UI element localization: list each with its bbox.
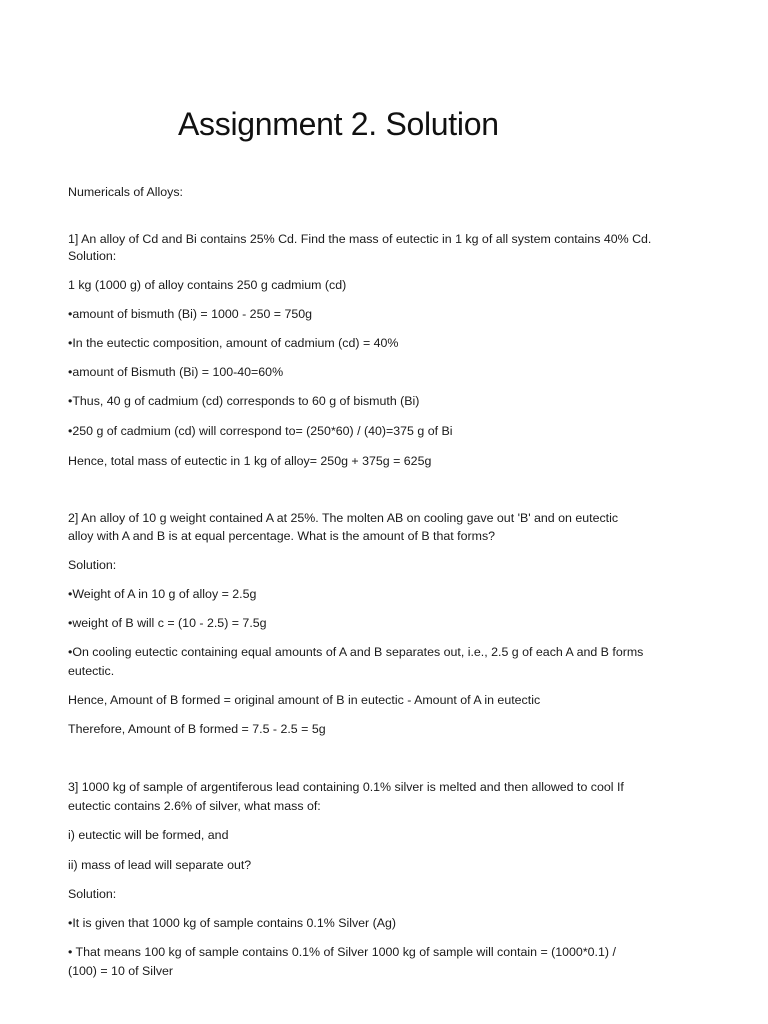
q3-solution-label: Solution:: [68, 887, 117, 901]
q3-question-line-2: eutectic contains 2.6% of silver, what mass of:: [68, 799, 321, 813]
q2-step-3-line-1: •On cooling eutectic containing equal amounts of A and B separates out, i.e., 2.5 g of each A and B forms: [68, 645, 644, 659]
q3-step-2-line-2: (100) = 10 of Silver: [68, 964, 174, 978]
q1-step-3: •In the eutectic composition, amount of cadmium (cd) = 40%: [68, 336, 399, 350]
q1-step-5: •Thus, 40 g of cadmium (cd) corresponds to 60 g of bismuth (Bi): [68, 394, 420, 408]
q1-conclusion: Hence, total mass of eutectic in 1 kg of alloy= 250g + 375g = 625g: [68, 454, 432, 468]
q2-question-line-1: 2] An alloy of 10 g weight contained A at 25%. The molten AB on cooling gave out 'B' and on eutectic: [68, 511, 619, 525]
q1-step-1: 1 kg (1000 g) of alloy contains 250 g cadmium (cd): [68, 278, 347, 292]
q1-question: 1] An alloy of Cd and Bi contains 25% Cd. Find the mass of eutectic in 1 kg of all system contains 40% Cd.: [68, 232, 652, 246]
q3-step-1: •It is given that 1000 kg of sample contains 0.1% Silver (Ag): [68, 916, 397, 930]
q2-conclusion: Therefore, Amount of B formed = 7.5 - 2.5 = 5g: [68, 722, 326, 736]
page-title: Assignment 2. Solution: [178, 106, 499, 142]
q1-solution-label: Solution:: [68, 249, 117, 263]
section-heading: Numericals of Alloys:: [68, 185, 183, 199]
q1-step-2: •amount of bismuth (Bi) = 1000 - 250 = 750g: [68, 307, 313, 321]
q1-step-6: •250 g of cadmium (cd) will correspond to= (250*60) / (40)=375 g of Bi: [68, 424, 453, 438]
q2-step-3-line-2: eutectic.: [68, 664, 115, 678]
q3-part-i: i) eutectic will be formed, and: [68, 828, 229, 842]
q3-question-line-1: 3] 1000 kg of sample of argentiferous lead containing 0.1% silver is melted and then allowed to cool If: [68, 780, 624, 794]
q2-step-1: •Weight of A in 10 g of alloy = 2.5g: [68, 587, 257, 601]
q2-question-line-2: alloy with A and B is at equal percentage. What is the amount of B that forms?: [68, 529, 496, 543]
q2-step-4: Hence, Amount of B formed = original amount of B in eutectic - Amount of A in eutectic: [68, 693, 541, 707]
q3-step-2-line-1: • That means 100 kg of sample contains 0.1% of Silver 1000 kg of sample will contain = (1000*0.1) /: [68, 945, 616, 959]
q2-solution-label: Solution:: [68, 558, 117, 572]
q3-part-ii: ii) mass of lead will separate out?: [68, 858, 252, 872]
q1-step-4: •amount of Bismuth (Bi) = 100-40=60%: [68, 365, 284, 379]
q2-step-2: •weight of B will c = (10 - 2.5) = 7.5g: [68, 616, 267, 630]
